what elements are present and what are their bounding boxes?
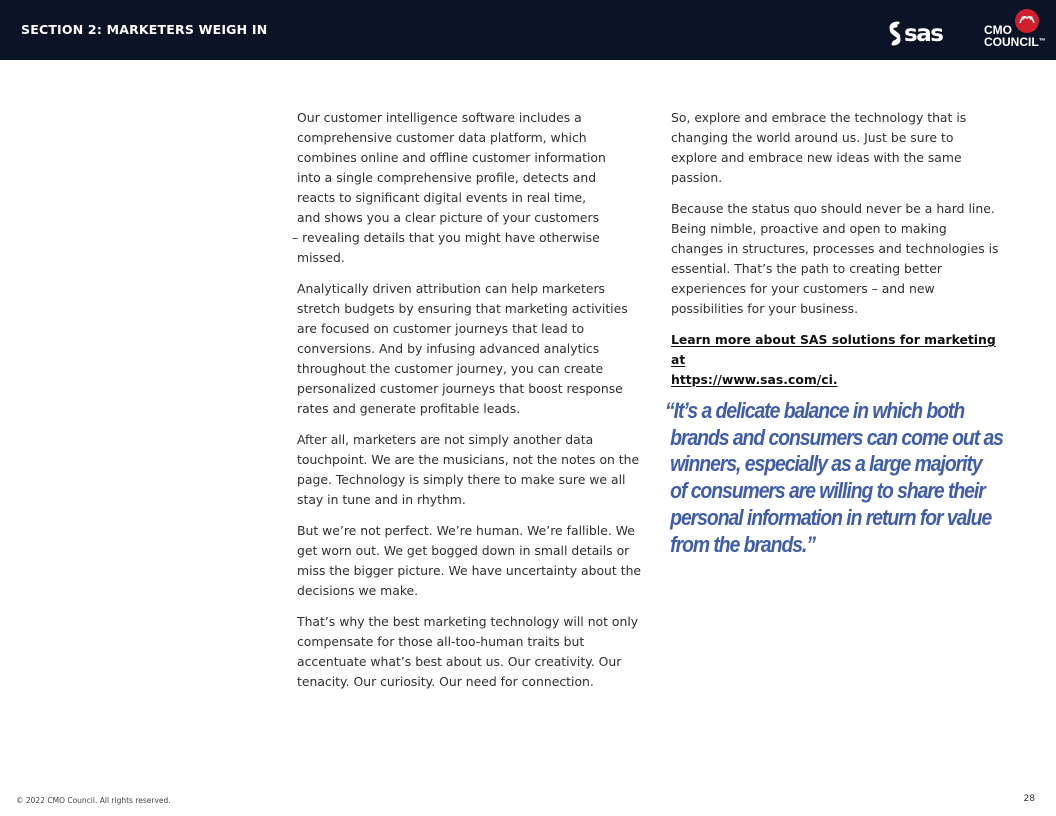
left-p1-line-4: into a single comprehensive profile, detects and	[297, 170, 597, 185]
pull-quote-line-5: personal information in return for value	[670, 504, 992, 530]
left-p1-line-8: missed.	[297, 250, 345, 265]
cmo-council-logo-text	[984, 24, 1046, 48]
pull-quote	[665, 398, 1009, 558]
cmo-logo-line2: COUNCIL	[984, 35, 1039, 49]
cmo-logo-line1: CMO	[984, 23, 1012, 37]
cmo-council-logo	[984, 8, 1044, 54]
left-paragraph-5: That’s why the best marketing technology will not only compensate for those all-too-human traits but accentuate what’s best about us. Our creativity. Our tenacity. Our curiosity. Our need for connection.	[297, 614, 639, 689]
right-paragraph-1: So, explore and embrace the technology that is changing the world around us. Just be sure to explore and embrace new ideas with the same passion.	[671, 110, 967, 185]
sas-logo-text: sas	[904, 21, 943, 47]
learn-more-link-line-1[interactable]: Learn more about SAS solutions for marketing at	[671, 332, 996, 367]
section-title: SECTION 2: MARKETERS WEIGH IN	[21, 22, 268, 37]
pull-quote-line-1: “It’s a delicate balance in which both	[665, 398, 965, 423]
pull-quote-line-3: winners, especially as a large majority	[670, 451, 982, 477]
left-paragraph-3: After all, marketers are not simply another data touchpoint. We are the musicians, not the notes on the page. Technology is simply there to make sure we all stay in tune and in rhythm.	[297, 432, 640, 507]
right-text-column	[671, 108, 1001, 401]
left-p1-line-6: and shows you a clear picture of your customers	[297, 210, 600, 225]
sas-logo	[887, 20, 942, 48]
page-number: 28	[1023, 794, 1035, 804]
left-p1-line-2: comprehensive customer data platform, which	[297, 130, 587, 145]
left-paragraph-4: But we’re not perfect. We’re human. We’re fallible. We get worn out. We get bogged down in small details or miss the bigger picture. We have uncertainty about the decisions we make.	[297, 523, 642, 598]
learn-more-link-line-2[interactable]: https://www.sas.com/ci.	[671, 372, 838, 387]
footer-copyright: © 2022 CMO Council. All rights reserved.	[16, 796, 171, 805]
learn-more-link[interactable]	[671, 330, 1001, 390]
pull-quote-line-4: of consumers are willing to share their	[670, 478, 985, 504]
cmo-logo-line2-wrap	[984, 36, 1046, 48]
left-paragraph-1	[292, 108, 642, 268]
left-text-column	[292, 108, 642, 703]
pull-quote-line-2: brands and consumers can come out as	[670, 424, 1003, 450]
left-paragraph-2: Analytically driven attribution can help marketers stretch budgets by ensuring that marketing activities are focused on customer journeys that lead to conversions. And by infusing advanced analytics throughout the customer journey, you can create personalized customer journeys that boost response rates and generate profitable leads.	[297, 281, 628, 416]
left-p1-line-1: Our customer intelligence software includes a	[297, 110, 582, 125]
pull-quote-line-6: from the brands.”	[670, 531, 815, 557]
sas-swirl-icon	[887, 21, 903, 47]
page-header	[0, 0, 1056, 60]
right-paragraph-2: Because the status quo should never be a hard line. Being nimble, proactive and open to making changes in structures, processes and technologies is essential. That’s the path to creating better experiences for your customers – and new possibilities for your business.	[671, 201, 999, 316]
left-p1-line-5: reacts to significant digital events in real time,	[297, 190, 587, 205]
left-p1-line-3: combines online and offline customer information	[297, 150, 606, 165]
left-p1-line-7: – revealing details that you might have otherwise	[292, 230, 600, 245]
cmo-logo-tm: ™	[1038, 38, 1046, 45]
